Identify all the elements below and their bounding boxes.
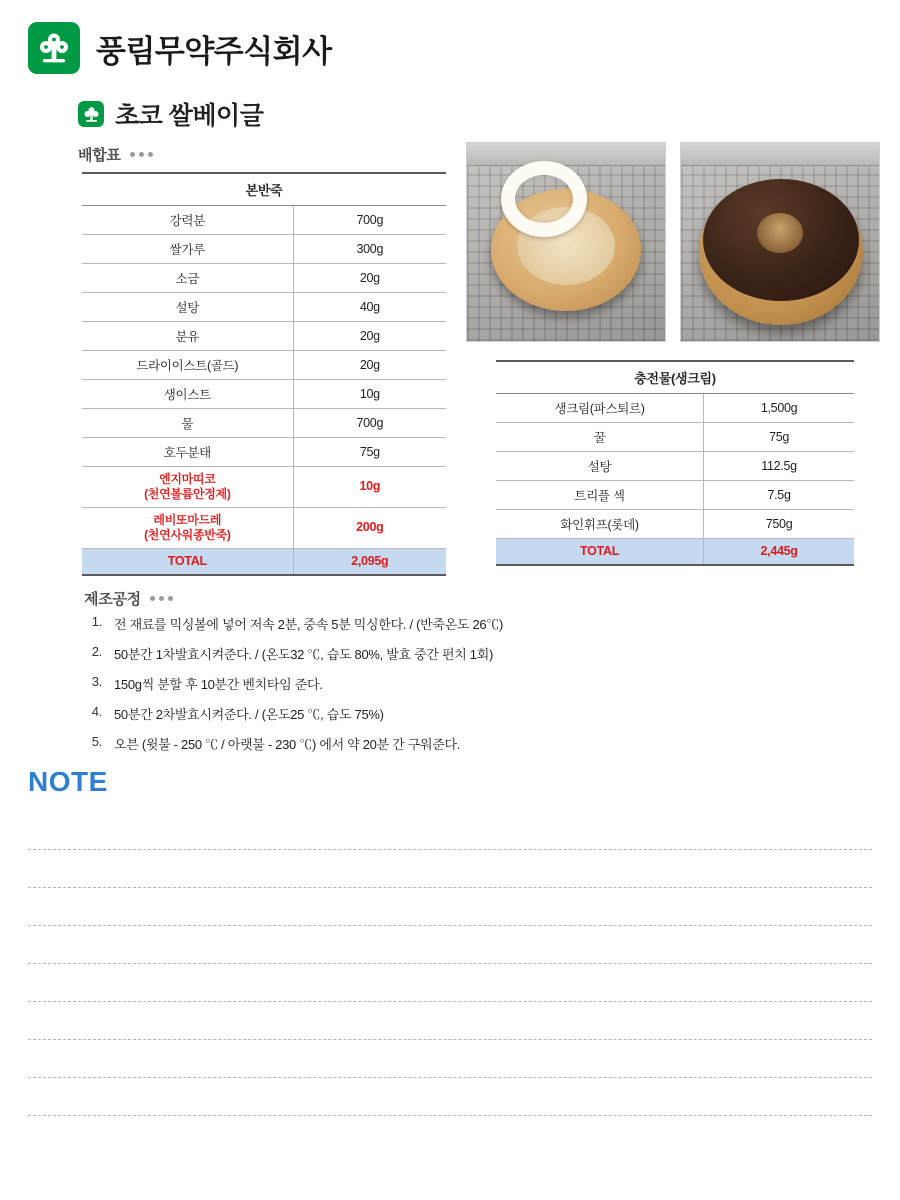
- cream-swirl-shape: [501, 161, 587, 237]
- step-number: 1.: [91, 614, 102, 629]
- ingredient-qty: 200g: [293, 508, 446, 549]
- bagel-shape: [699, 179, 863, 325]
- filling-table-body: [496, 394, 854, 565]
- table-total-row: [82, 549, 446, 575]
- total-label: TOTAL: [82, 549, 293, 575]
- ingredient-name: [82, 508, 293, 549]
- ingredient-qty: 20g: [293, 351, 446, 380]
- table-row: [496, 452, 854, 481]
- ingredient-name: 화인휘프(롯데): [496, 510, 704, 539]
- main-dough-table-wrap: [82, 172, 446, 576]
- step-text: 전 재료를 믹싱볼에 넣어 저속 2분, 중속 5분 믹싱한다. / (반죽온도 26℃): [114, 617, 504, 632]
- ingredient-name: 소금: [82, 264, 293, 293]
- company-logo-icon: [28, 22, 80, 74]
- ingredient-qty: 300g: [293, 235, 446, 264]
- step-text: 150g씩 분할 후 10분간 벤치타임 준다.: [114, 677, 323, 692]
- table-row: [496, 394, 854, 423]
- list-item: [84, 614, 844, 633]
- table-row: [82, 508, 446, 549]
- total-qty: 2,445g: [704, 539, 854, 565]
- product-badge-icon: [78, 101, 104, 127]
- ingredient-name: 생크림(파스퇴르): [496, 394, 704, 423]
- step-text: 오븐 (윗불 - 250 ℃ / 아랫불 - 230 ℃) 에서 약 20분 간 구워준다.: [114, 737, 461, 752]
- ingredient-name-sub: (천연볼륨안정제): [144, 487, 231, 501]
- recipe-section-heading: [78, 144, 157, 165]
- ingredient-qty: 7.5g: [704, 481, 854, 510]
- list-item: [84, 734, 844, 753]
- ingredient-qty: 10g: [293, 467, 446, 508]
- ingredient-qty: 20g: [293, 264, 446, 293]
- ingredient-qty: 20g: [293, 322, 446, 351]
- note-line[interactable]: [28, 812, 872, 850]
- table-row: [82, 409, 446, 438]
- step-number: 5.: [91, 734, 102, 749]
- table-row: [82, 380, 446, 409]
- ingredient-name: 쌀가루: [82, 235, 293, 264]
- table-row: [496, 510, 854, 539]
- cream-bagel-photo: [466, 142, 666, 342]
- note-title: NOTE: [28, 766, 108, 797]
- step-text: 50분간 1차발효시켜준다. / (온도32 ℃, 습도 80%, 발효 중간 펀치 1회): [114, 647, 493, 662]
- product-title: 초코 쌀베이글: [115, 102, 264, 130]
- ingredient-qty: 75g: [293, 438, 446, 467]
- table-row: [82, 467, 446, 508]
- table-row: [82, 322, 446, 351]
- list-item: [84, 674, 844, 693]
- ingredient-qty: 700g: [293, 409, 446, 438]
- product-title-row: [78, 96, 900, 132]
- list-item: [84, 704, 844, 723]
- table-row: [82, 351, 446, 380]
- note-line[interactable]: [28, 888, 872, 926]
- main-dough-table: [82, 172, 446, 576]
- ingredient-qty: 112.5g: [704, 452, 854, 481]
- ingredient-name: 생이스트: [82, 380, 293, 409]
- step-number: 3.: [91, 674, 102, 689]
- ingredient-qty: 40g: [293, 293, 446, 322]
- ingredient-name: 분유: [82, 322, 293, 351]
- step-number: 2.: [91, 644, 102, 659]
- ingredient-name: [82, 467, 293, 508]
- process-step-list: [84, 614, 844, 764]
- filling-table-title: 충전물(생크림): [496, 361, 854, 394]
- ingredient-name: 물: [82, 409, 293, 438]
- bagel-hole-shape: [757, 213, 803, 253]
- ingredient-qty: 750g: [704, 510, 854, 539]
- total-label: TOTAL: [496, 539, 704, 565]
- ingredient-name: 강력분: [82, 206, 293, 235]
- note-line[interactable]: [28, 1002, 872, 1040]
- ingredient-name: 드라이이스트(골드): [82, 351, 293, 380]
- table-row: [82, 438, 446, 467]
- ingredient-qty: 700g: [293, 206, 446, 235]
- note-line[interactable]: [28, 1040, 872, 1078]
- note-line[interactable]: [28, 850, 872, 888]
- main-dough-table-title: 본반죽: [82, 173, 446, 206]
- ingredient-name-sub: (천연사워종반죽): [144, 528, 231, 542]
- page-header: [0, 0, 900, 78]
- table-total-row: [496, 539, 854, 565]
- table-row: [496, 423, 854, 452]
- list-item: [84, 644, 844, 663]
- process-section-heading: [84, 588, 177, 609]
- table-row: [82, 264, 446, 293]
- note-line[interactable]: [28, 1078, 872, 1116]
- step-text: 50분간 2차발효시켜준다. / (온도25 ℃, 습도 75%): [114, 707, 384, 722]
- choco-bagel-photo: [680, 142, 880, 342]
- ingredient-name: 설탕: [496, 452, 704, 481]
- ingredient-qty: 10g: [293, 380, 446, 409]
- ingredient-name: 설탕: [82, 293, 293, 322]
- process-section-label: 제조공정: [84, 591, 141, 608]
- table-row: [82, 235, 446, 264]
- ingredient-name: 꿀: [496, 423, 704, 452]
- total-qty: 2,095g: [293, 549, 446, 575]
- ingredient-name: 트리플 섹: [496, 481, 704, 510]
- step-number: 4.: [91, 704, 102, 719]
- ingredient-qty: 75g: [704, 423, 854, 452]
- recipe-section-label: 배합표: [78, 147, 121, 164]
- table-row: [82, 206, 446, 235]
- note-line[interactable]: [28, 964, 872, 1002]
- note-lines[interactable]: [28, 812, 872, 1116]
- company-name: 풍림무약주식회사: [96, 33, 332, 69]
- filling-table-wrap: [496, 360, 854, 566]
- product-photos: [466, 142, 880, 342]
- filling-table: [496, 360, 854, 566]
- table-row: [82, 293, 446, 322]
- dots-ornament-icon: [150, 596, 177, 601]
- ingredient-name-main: 레비또마드레: [153, 513, 222, 527]
- ingredient-name: 호두분태: [82, 438, 293, 467]
- table-row: [496, 481, 854, 510]
- ingredient-qty: 1,500g: [704, 394, 854, 423]
- main-dough-table-body: [82, 206, 446, 575]
- note-line[interactable]: [28, 926, 872, 964]
- ingredient-name-main: 엔지마띠코: [159, 472, 216, 486]
- dots-ornament-icon: [130, 152, 157, 157]
